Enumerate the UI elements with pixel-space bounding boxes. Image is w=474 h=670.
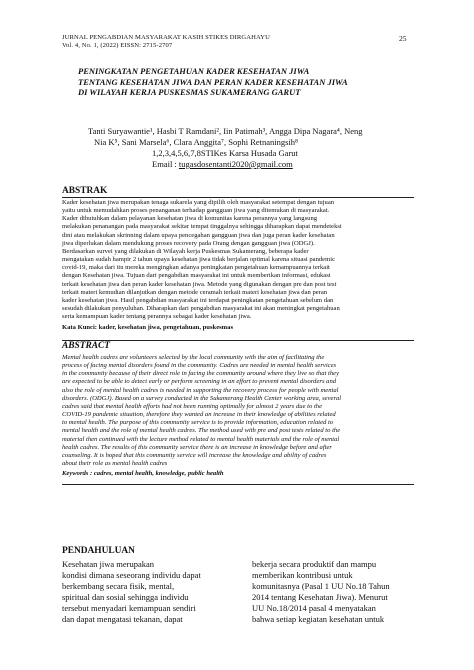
abstrak-line: jiwa diperlukan dalam mendukung proses recovery pada Orang dengan gangguan jiwa (ODGJ).: [62, 239, 315, 247]
abstrak-line: terkait materi kemudian dilanjutkan dengan metode ceramah terkait materi kesehatan jiwa dan peran: [62, 288, 328, 296]
section-divider: [62, 197, 414, 198]
abstrak-heading: ABSTRAK: [62, 186, 108, 196]
intro-line: UU No.18/2014 pasal 4 menyatakan: [252, 603, 376, 614]
title-line: PENINGKATAN PENGETAHUAN KADER KESEHATAN JIWA: [78, 66, 310, 76]
abstract-line: about their role as mental health cadres: [62, 460, 168, 468]
intro-line: spiritual dan sosial sehingga individu: [62, 592, 189, 603]
section-divider: [62, 484, 414, 485]
abstract-line: are expected to be able to detect early or perform screening in an effort to prevent mental disorders and: [62, 378, 337, 386]
abstrak-line: kader kesehatan jiwa. Hasil pengabdian masyarakat ini terdapat peningkatan pengetahuan sebelum dan: [62, 296, 334, 304]
abstract-line: counseling. It is hoped that this community service will increase the knowledge and ability of cadres: [62, 451, 327, 459]
intro-line: komunitasnya (Pasal 1 UU No.18 Tahun: [252, 581, 390, 592]
abstract-line: in the community because of their direct role in facing the community around where they live so that they: [62, 370, 339, 378]
abstract-line: COVID-19 pandemic situation, therefore they wanted an increase in their knowledge of abilities related: [62, 411, 336, 419]
intro-line: bekerja secara produktif dan mampu: [252, 559, 377, 569]
intro-line: bahwa setiap kegiatan kesehatan untuk: [252, 614, 385, 625]
journal-header: [62, 34, 270, 51]
author-list: [88, 126, 408, 148]
abstrak-body: [62, 199, 414, 321]
intro-right-column: [252, 559, 412, 626]
abstrak-keywords: Kata Kunci: kader, kesehatan jiwa, pengetahuan, puskesmas: [62, 324, 234, 331]
email-line: [152, 159, 293, 170]
intro-line: 2014 tentang Kesehatan Jiwa). Menurut: [252, 592, 388, 603]
abstrak-line: covid-19, maka dari itu mereka mengingkan adanya peningkatan pengetahuan kemampuannya terkait: [62, 264, 330, 272]
abstrak-line: yaitu untuk memudahkan proses penanganan terhadap gangguan jiwa yang ditemukan di masyarakat.: [62, 207, 330, 215]
intro-line: Kesehatan jiwa merupakan: [62, 559, 155, 569]
pendahuluan-heading: PENDAHULUAN: [62, 546, 135, 556]
journal-volume: Vol. 4, No. 1, (2022) EISSN: 2715-2707: [62, 42, 173, 50]
abstract-line: Mental health cadres are volunteers selected by the local community with the aim of facilitating the: [62, 354, 325, 361]
abstrak-line: melakukan penanangan pada masyarakat sekitar tempat tinggalnya sehingga diharapkan dapat mendeteksi: [62, 223, 342, 231]
affiliation: 1,2,3,4,5,6,7,8STIKes Karsa Husada Garut: [152, 148, 298, 158]
intro-line: dan dapat mengatasi tekanan, dapat: [62, 614, 183, 625]
abstrak-line: mengatakan sudah hampir 2 tahun upaya kesehatan jiwa tidak berjalan optimal karena situasi pandemic: [62, 256, 335, 264]
abstract-body: [62, 354, 414, 468]
abstrak-line: terkait kesehatan jiwa dan peran kader kesehatan jiwa. Metode yang digunakan dengan pre dan post test: [62, 280, 337, 288]
abstract-line: health cadres. The results of this community service there is an increase in knowledge before and after: [62, 443, 332, 451]
intro-line: berkembang secara fisik, mental,: [62, 581, 175, 592]
abstrak-line: dini atau melakukan skrinning dalam upaya pencegahan gangguan jiwa dan juga peran kader kesehatan: [62, 231, 335, 239]
author-line: Tanti Suryawantie¹, Hasbi T Ramdani², Iin Patimah³, Angga Dipa Nagara⁴, Neng: [88, 126, 363, 136]
intro-line: kondisi dimana seseorang individu dapat: [62, 570, 201, 581]
abstrak-line: Kader dibutuhkan dalam pelayanan kesehatan jiwa di komunitas karena perannya yang langsung: [62, 215, 318, 223]
abstract-line: mental health and the role of mental health cadres. The method used with pre and post tests related to the: [62, 427, 341, 435]
abstract-line: cadres said that mental health efforts had not been running optimally for almost 2 years due to the: [62, 402, 323, 410]
abstrak-line: Kader kesehatan jiwa merupakan tenaga sukarela yang dipilih oleh masyarakat setempat dengan tujuan: [62, 199, 335, 206]
intro-left-column: [62, 559, 222, 626]
paper-title: [78, 66, 398, 98]
abstrak-line: serta kemampuan kader tentang perannya sebagai kader kesehatan jiwa.: [62, 313, 252, 321]
abstract-line: material then continued with the lecture method related to mental health materials and the role of mental: [62, 435, 340, 443]
intro-line: memberikan kontribusi untuk: [252, 570, 353, 581]
author-line: Nia K⁵, Sani Marsela⁶, Clara Anggita⁷, Sophi Retnaningsih⁸: [94, 136, 299, 147]
abstract-keywords: Keywords : cadres, mental health, knowledge, public health: [62, 470, 224, 477]
page-number: 25: [399, 34, 407, 43]
abstrak-line: sesudah dilakukan penyuluhan. Diharapkan dari pengabdian masyarakat ini akan meningkat pengetahuan: [62, 305, 340, 313]
abstract-line: process of facing mental disorders found in the community. Cadres are needed in mental health services: [62, 362, 337, 370]
abstract-line: disorders. (ODGJ). Based on a survey conducted in the Sukamerang Health Center working area, several: [62, 394, 342, 402]
intro-line: tersebut menyadari kemampuan sendiri: [62, 603, 196, 614]
abstrak-line: dengan Kesehatan jiwa. Tujuan dari pengabdian masyarakat ini untuk memberikan informasi, edukasi: [62, 272, 331, 280]
title-line: DI WILAYAH KERJA PUSKESMAS SUKAMERANG GARUT: [78, 87, 301, 98]
email-label: Email :: [152, 159, 179, 169]
abstract-heading: ABSTRACT: [62, 341, 110, 351]
abstract-line: also the role of mental health cadres is needed in supporting the recovery process for people with mental: [62, 386, 339, 394]
journal-name: JURNAL PENGABDIAN MASYARAKAT KASIH STIKES DIRGAHAYU: [62, 34, 270, 41]
abstrak-line: Berdasarkan survei yang dilakukan di Wilayah kerja Puskesmas Sukamerang, beberapa kader: [62, 247, 309, 255]
email-link[interactable]: tugasdosentanti2020@gmail.com: [178, 159, 293, 169]
title-line: TENTANG KESEHATAN JIWA DAN PERAN KADER KESEHATAN JIWA: [78, 76, 348, 87]
abstract-line: to mental health. The purpose of this community service is to provide information, education related to: [62, 419, 334, 427]
section-divider: [62, 340, 414, 341]
